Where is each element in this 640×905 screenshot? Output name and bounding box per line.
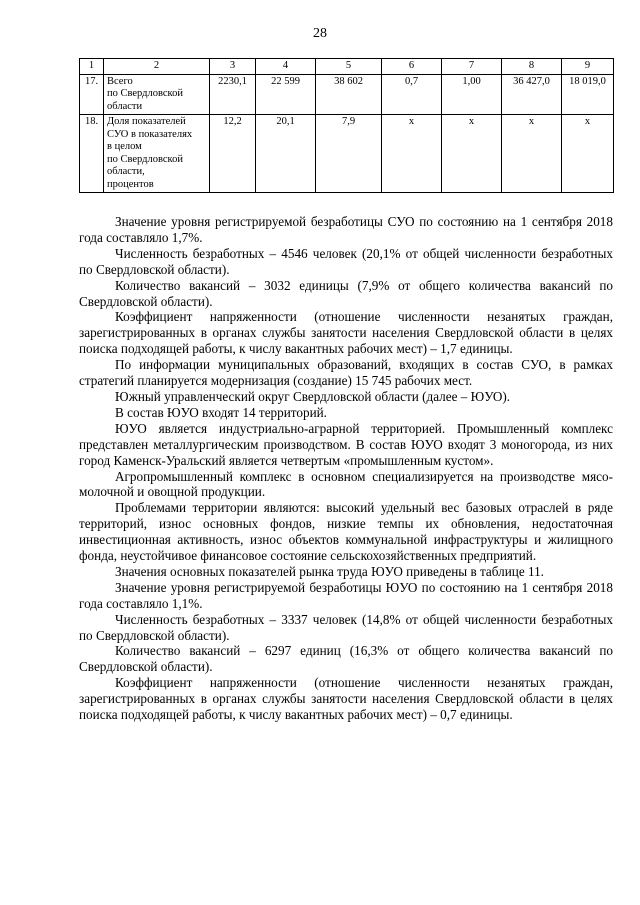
column-header: 3 [210,59,256,75]
table-cell: 36 427,0 [502,74,562,115]
paragraph: В состав ЮУО входят 14 территорий. [115,404,327,420]
page-number: 28 [313,26,327,41]
row-label [104,115,210,193]
paragraph: Коэффициент напряженности (отношение численности незанятых граждан, зарегистрированных в органах службы занятости населения Свердловской области в целях поиска подходящей работы, к числу вакантных рабочих мест) – 0,7 единицы. [79,675,613,723]
column-header: 8 [502,59,562,75]
row-label-line: по Свердловской [107,88,183,99]
table-cell: 38 602 [316,74,382,115]
table-cell: х [442,115,502,193]
table-cell: 22 599 [256,74,316,115]
table-row [80,74,614,115]
table-row [80,115,614,193]
column-header: 7 [442,59,502,75]
row-label-line: процентов [107,178,154,190]
row-label-line: области, [107,166,145,177]
paragraph: Коэффициент напряженности (отношение численности незанятых граждан, зарегистрированных в органах службы занятости населения Свердловской области в целях поиска подходящей работы, к числу вакантных рабочих мест) – 1,7 единицы. [79,309,613,357]
table-cell: х [382,115,442,193]
paragraph: ЮУО является индустриально-аграрной территорией. Промышленный комплекс представлен металлургическим производством. В состав ЮУО входят 3 моногорода, из них город Каменск-Уральский является четвертым «промышленным кустом». [79,420,613,468]
table-cell: 1,00 [442,74,502,115]
paragraph: Численность безработных – 4546 человек (20,1% от общей численности безработных по Свердловской области). [79,245,613,277]
paragraph: Численность безработных – 3337 человек (14,8% от общей численности безработных по Свердловской области). [79,611,613,643]
column-header: 1 [80,59,104,75]
column-header: 6 [382,59,442,75]
table-cell: 0,7 [382,74,442,115]
paragraph: Количество вакансий – 3032 единицы (7,9% от общего количества вакансий по Свердловской области). [79,277,613,309]
column-header: 5 [316,59,382,75]
table-cell: 12,2 [210,115,256,193]
indicators-table [79,58,614,193]
paragraph: По информации муниципальных образований, входящих в состав СУО, в рамках стратегий планируется модернизация (создание) 15 745 рабочих мест. [79,357,613,389]
row-label-line: СУО в показателях [107,128,193,140]
paragraph: Южный управленческий округ Свердловской области (далее – ЮУО). [115,388,511,404]
column-header: 2 [104,59,210,75]
row-label-line: в целом [107,141,142,152]
table-cell: 20,1 [256,115,316,193]
row-index: 18. [80,115,104,193]
table-cell: х [562,115,614,193]
paragraph: Значения основных показателей рынка труда ЮУО приведены в таблице 11. [115,563,544,579]
body-text [79,214,613,723]
table-cell: 7,9 [316,115,382,193]
table-cell: 2230,1 [210,74,256,115]
table-cell: 18 019,0 [562,74,614,115]
row-index: 17. [80,74,104,115]
paragraph: Количество вакансий – 6297 единиц (16,3% от общего количества вакансий по Свердловской области). [79,643,613,675]
table-header [80,59,614,75]
paragraph: Значение уровня регистрируемой безработицы ЮУО по состоянию на 1 сентября 2018 года составляло 1,1%. [79,579,613,611]
row-label [104,74,210,115]
column-header: 9 [562,59,614,75]
paragraph: Значение уровня регистрируемой безработицы СУО по состоянию на 1 сентября 2018 года составляло 1,7%. [79,214,613,245]
row-label-line: Доля показателей [107,116,186,127]
row-label-line: Всего [107,75,133,87]
paragraph: Агропромышленный комплекс в основном специализируется на производстве мясо-молочной и овощной продукции. [79,468,613,500]
table-cell: х [502,115,562,193]
row-label-line: по Свердловской [107,153,183,165]
column-header: 4 [256,59,316,75]
row-label-line: области [107,100,143,112]
paragraph: Проблемами территории являются: высокий удельный вес базовых отраслей в ряде территорий, износ основных фондов, низкие темпы их обновления, недостаточная инвестиционная активность, износ объектов коммунальной инфраструктуры и жилищного фонда, неустойчивое финансовое состояние сельскохозяйственных предприятий. [79,500,613,564]
